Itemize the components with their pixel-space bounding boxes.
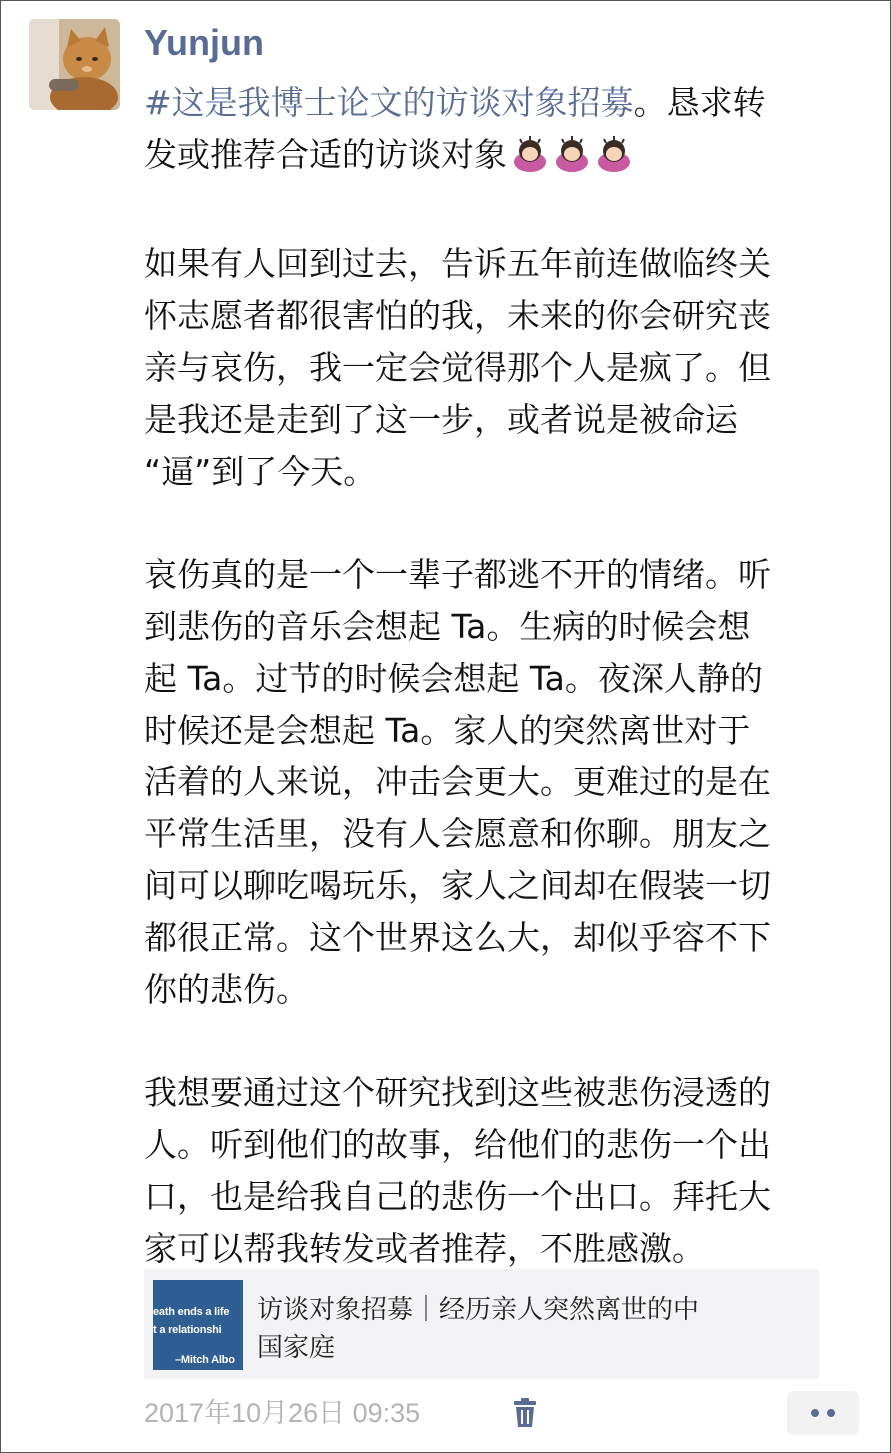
- post-timestamp: 2017年10月26日 09:35: [144, 1398, 421, 1428]
- blank-line: [144, 1015, 872, 1067]
- text-line: 时候还是会想起 Ta。家人的突然离世对于: [144, 710, 751, 750]
- text-line: 怀志愿者都很害怕的我，未来的你会研究丧: [144, 296, 771, 336]
- text-line: 活着的人来说，冲击会更大。更难过的是在: [144, 762, 771, 802]
- thumb-text: t a relationshi: [153, 1324, 222, 1336]
- text-line: 都很正常。这个世界这么大，却似乎容不下: [144, 917, 771, 957]
- dot: [811, 1409, 819, 1417]
- intro: [144, 77, 872, 187]
- shared-article-card[interactable]: [144, 1269, 819, 1379]
- text-line: 起 Ta。过节的时候会想起 Ta。夜深人静的: [144, 658, 763, 698]
- trash-icon[interactable]: [510, 1397, 540, 1429]
- author-name[interactable]: Yunjun: [144, 22, 264, 63]
- article-title-line: 访谈对象招募｜经历亲人突然离世的中: [257, 1295, 700, 1325]
- text-line: 如果有人回到过去，告诉五年前连做临终关: [144, 244, 771, 284]
- text-line: 口，也是给我自己的悲伤一个出口。拜托大: [144, 1176, 771, 1216]
- dot: [827, 1409, 835, 1417]
- thumb-text: eath ends a life: [153, 1306, 230, 1318]
- hashtag-link[interactable]: #这是我博士论文的访谈对象招募: [144, 83, 634, 122]
- paragraph-3: [144, 1067, 872, 1274]
- text-line: 家可以帮我转发或者推荐，不胜感激。: [144, 1228, 705, 1268]
- blank-line: [144, 497, 872, 549]
- text-line: 是我还是走到了这一步，或者说是被命运: [144, 399, 738, 439]
- paragraph-2: [144, 549, 872, 1015]
- text-line: “逼”到了今天。: [144, 451, 377, 491]
- article-title-line: 国家庭: [257, 1333, 336, 1363]
- text-line: 间可以聊吃喝玩乐，家人之间却在假装一切: [144, 865, 771, 905]
- text-line: 到悲伤的音乐会想起 Ta。生病的时候会想: [144, 606, 751, 646]
- text-line: 平常生活里，没有人会愿意和你聊。朋友之: [144, 814, 771, 854]
- post-text: [144, 77, 872, 1274]
- avatar[interactable]: [29, 19, 120, 110]
- text-line: 亲与哀伤，我一定会觉得那个人是疯了。但: [144, 347, 771, 387]
- intro-line: 发或推荐合适的访谈对象: [144, 134, 507, 174]
- emoji-person-bowing: [511, 134, 635, 187]
- intro-line: 。恳求转: [633, 83, 766, 122]
- avatar-cat-photo: [29, 19, 120, 110]
- text-line: 哀伤真的是一个一辈子都逃不开的情绪。听: [144, 555, 771, 595]
- blank-line: [144, 187, 872, 239]
- thumb-text: –Mitch Albo: [175, 1354, 235, 1366]
- text-line: 你的悲伤。: [144, 969, 309, 1009]
- paragraph-1: [144, 238, 872, 497]
- article-thumbnail: [153, 1280, 243, 1370]
- text-line: 人。听到他们的故事，给他们的悲伤一个出: [144, 1124, 771, 1164]
- article-title: [257, 1291, 797, 1367]
- more-dots-icon[interactable]: [787, 1391, 859, 1435]
- text-line: 我想要通过这个研究找到这些被悲伤浸透的: [144, 1073, 771, 1113]
